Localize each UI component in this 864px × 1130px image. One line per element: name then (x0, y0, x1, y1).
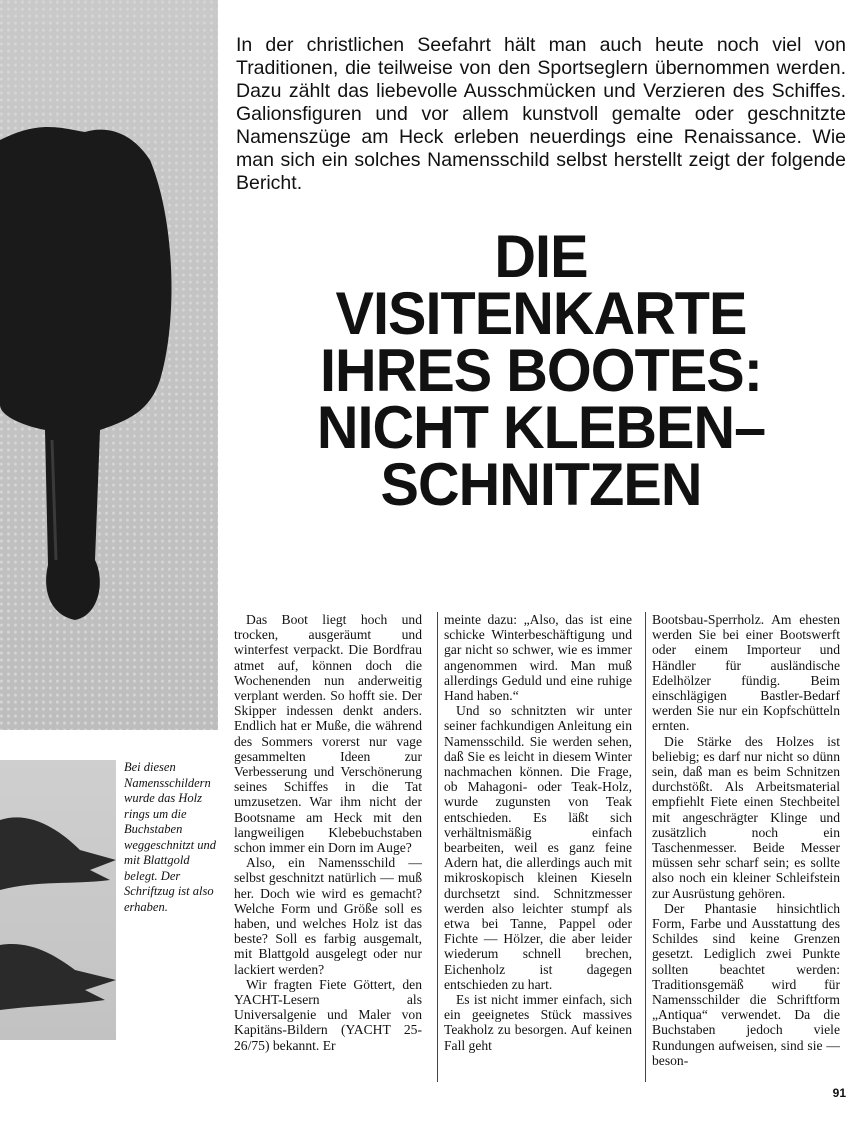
paragraph: Also, ein Namensschild — selbst geschnitzt natürlich — muß her. Doch wie wird es gemacht? Welche Form und Größe soll es haben, und welches Holz ist das beste? Soll es farbig ausgemalt, mit Blattgold ausgelegt oder nur lackiert werden? (234, 855, 422, 977)
paragraph: Wir fragten Fiete Göttert, den YACHT-Lesern als Universalgenie und Maler von Kapitäns-Bildern (YACHT 25-26/75) bekannt. Er (234, 976, 422, 1053)
headline-line: SCHNITZEN (380, 451, 702, 518)
headline-line: NICHT KLEBEN– (316, 394, 766, 461)
headline (287, 223, 796, 518)
article-column-3 (652, 612, 840, 1082)
column-divider (645, 612, 646, 1082)
paragraph: Der Phantasie hinsichtlich Form, Farbe und Ausstattung des Schildes sind keine Grenzen gesetzt. Lediglich zwei Punkte sollten beachtet werden: Traditionsgemäß wird für Namensschilder die Schriftform „Antiqua“ verwendet. Da die Buchstaben jedoch viele Rundungen aufweisen, sind sie — beson- (652, 900, 840, 1068)
photo-carving-tool (0, 0, 218, 730)
intro-paragraph: In der christlichen Seefahrt hält man auch heute noch viel von Traditionen, die teilweise von den Sportseglern übernommen werden. Dazu zählt das liebevolle Ausschmücken und Verzieren des Schiffes. Galionsfiguren und vor allem kunstvoll gemalte oder geschnitzte Namenszüge am Heck erleben neuerdings eine Renaissance. Wie man sich ein solches Namensschild selbst herstellt zeigt der folgende Bericht. (236, 34, 846, 194)
article-column-1 (234, 612, 422, 1082)
page-number: 91 (832, 1086, 846, 1100)
photo-caption: Bei diesen Namensschildern wurde das Holz rings um die Buchstaben weggeschnitzt und mit Blattgold belegt. Der Schriftzug ist also erhaben. (124, 760, 217, 914)
photo-name-plates (0, 760, 116, 1040)
paragraph: Es ist nicht immer einfach, sich ein geeignetes Stück massives Teakholz zu besorgen. Auf keinen Fall geht (444, 992, 632, 1053)
article-column-2 (444, 612, 632, 1082)
headline-line: VISITENKARTE (335, 280, 747, 347)
column-divider (437, 612, 438, 1082)
name-plate-illustration (0, 760, 116, 1040)
headline-line: IHRES BOOTES: (320, 337, 762, 404)
paragraph: Die Stärke des Holzes ist beliebig; es darf nur nicht so dünn sein, daß man es beim Schnitzen durchstößt. Als Arbeitsmaterial empfiehlt Fiete einen Stechbeitel mit angeschrägter Klinge und zusätzlich noch ein Taschenmesser. Beide Messer müssen sehr scharf sein; es sollte also noch ein kleiner Schleifstein zur Ausrüstung gehören. (652, 733, 840, 901)
carving-tool-illustration (0, 0, 218, 730)
headline-line: DIE (494, 223, 588, 290)
paragraph: Und so schnitzten wir unter seiner fachkundigen Anleitung ein Namensschild. Sie werden sehen, daß Sie es leicht in diesem Winter nachmachen können. Die Frage, ob Mahagoni- oder Teak-Holz, wurde zugunsten von Teak entschieden. Es läßt sich verhältnismäßig einfach bearbeiten, weil es ganz feine Adern hat, die allerdings auch mit mikroskopisch kleinen Kieseln durchsetzt sind. Schnitzmesser werden also leichter stumpf als etwa bei Tanne, Pappel oder Fichte — Hölzer, die aber leider wiederum schnell brechen, Eichenholz ist dagegen entschieden zu hart. (444, 703, 632, 992)
paragraph: Das Boot liegt hoch und trocken, ausgeräumt und winterfest verpackt. Die Bordfrau atmet auf, können doch die Wochenenden nun anderweitig verplant werden. So hofft sie. Der Skipper indessen denkt anders. Endlich hat er Muße, die während des Sommers vorerst nur vage gesammelten Ideen zur Verbesserung und Verschönerung seines Schiffes in die Tat umzusetzen. War ihm nicht der Bootsname am Heck mit den langweiligen Klebebuchstaben schon immer ein Dorn im Auge? (234, 612, 422, 856)
paragraph: Bootsbau-Sperrholz. Am ehesten werden Sie bei einer Bootswerft oder einem Importeur und Händler für ausländische Edelhölzer fündig. Beim einschlägigen Bastler-Bedarf werden Sie nur ein Kopfschütteln ernten. (652, 612, 840, 734)
paragraph: meinte dazu: „Also, das ist eine schicke Winterbeschäftigung und gar nicht so schwer, wie es immer angenommen wird. Man muß allerdings Geduld und eine ruhige Hand haben.“ (444, 612, 632, 704)
